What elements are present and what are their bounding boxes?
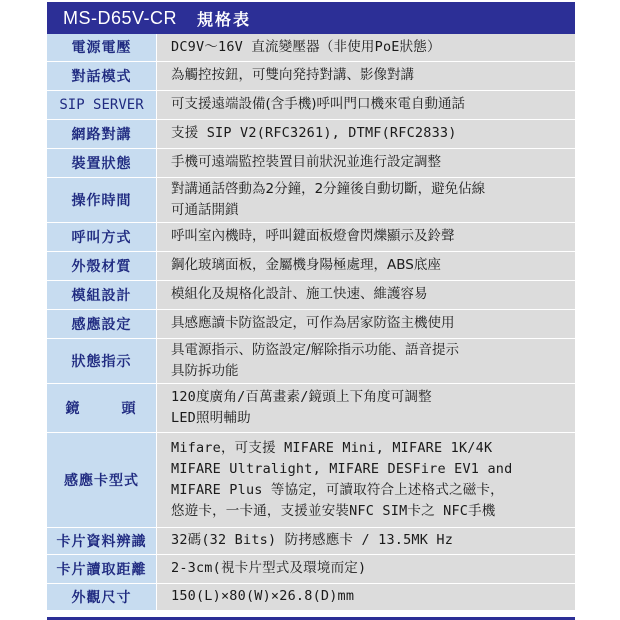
spec-value [157,554,576,583]
spec-table-body [47,34,575,610]
spec-label: 電源電壓 [47,34,157,61]
spec-row-lens [47,383,575,432]
spec-row-sensor-setting [47,309,575,338]
spec-row-call-method [47,222,575,251]
spec-value [157,527,576,554]
spec-row-module-design [47,280,575,309]
spec-row-talk-mode [47,61,575,90]
spec-value-line: LED照明輔助 [171,409,251,426]
spec-value [157,309,576,338]
spec-value-line: 鋼化玻璃面板，金屬機身陽極處理，ABS底座 [171,257,441,273]
spec-label: 外殼材質 [47,251,157,280]
spec-label: SIP SERVER [47,90,157,119]
spec-table [47,34,575,611]
spec-label: 對話模式 [47,61,157,90]
spec-value-line: 可通話開鎖 [171,201,239,218]
spec-value-line: 呼叫室內機時，呼叫鍵面板燈會閃爍顯示及鈴聲 [171,228,455,244]
spec-label: 感應卡型式 [47,432,157,527]
spec-row-card-data-recognition [47,527,575,554]
spec-heading: 規格表 [197,9,252,29]
spec-label: 卡片資料辨識 [47,527,157,554]
spec-value-line: 具防拆功能 [171,362,239,379]
spec-row-card-read-distance [47,554,575,583]
title-bar [47,2,575,34]
spec-value-line: 32碼(32 Bits) 防拷感應卡 / 13.5MK Hz [171,532,454,548]
spec-value-line: 支援 SIP V2(RFC3261), DTMF(RFC2833) [171,125,457,141]
spec-label: 模組設計 [47,280,157,309]
spec-row-device-status [47,148,575,177]
spec-value-line: Mifare，可支援 MIFARE Mini, MIFARE 1K/4K [171,439,493,456]
spec-value-line: 手機可遠端監控裝置目前狀況並進行設定調整 [171,154,441,170]
spec-value [157,383,576,432]
spec-value [157,432,576,527]
spec-label: 裝置狀態 [47,148,157,177]
spec-label: 感應設定 [47,309,157,338]
spec-row-card-type [47,432,575,527]
spec-value-line: DC9V～16V 直流變壓器（非使用PoE狀態） [171,38,441,55]
spec-value-line: 為觸控按鈕，可雙向発持對講、影像對講 [171,67,414,83]
spec-value [157,222,576,251]
spec-value-line: 可支援遠端設備(含手機)呼叫門口機來電自動通話 [171,96,466,112]
spec-row-operation-time [47,177,575,222]
spec-label: 鏡 頭 [47,383,157,432]
spec-value [157,61,576,90]
spec-value-line: 具電源指示、防盜設定/解除指示功能、語音提示 [171,341,460,358]
spec-value-line: 模組化及規格化設計、施工快速、維護容易 [171,286,428,302]
spec-value [157,148,576,177]
spec-value [157,280,576,309]
spec-label: 網路對講 [47,119,157,148]
spec-row-network-intercom [47,119,575,148]
spec-value [157,583,576,610]
spec-value-line: 對講通話啓動為2分鐘，2分鐘後自動切斷，避免佔線 [171,180,486,197]
spec-value [157,177,576,222]
model-name: MS-D65V-CR [63,7,178,28]
spec-value-line: 120度廣角/百萬畫素/鏡頭上下角度可調整 [171,388,432,405]
spec-value-line: 2-3cm(視卡片型式及環境而定) [171,560,367,576]
spec-value [157,338,576,383]
spec-label: 卡片讀取距離 [47,554,157,583]
spec-value [157,90,576,119]
spec-label: 呼叫方式 [47,222,157,251]
spec-value-line: MIFARE Ultralight, MIFARE DESFire EV1 and [171,460,513,477]
spec-value-line: MIFARE Plus 等協定，可讀取符合上述格式之磁卡， [171,481,504,498]
spec-row-housing-material [47,251,575,280]
spec-value [157,251,576,280]
spec-label: 外觀尺寸 [47,583,157,610]
spec-value-line: 具感應讀卡防盜設定，可作為居家防盜主機使用 [171,315,455,331]
spec-row-sip-server [47,90,575,119]
spec-value-line: 150(L)×80(W)×26.8(D)mm [171,588,355,604]
spec-label: 操作時間 [47,177,157,222]
spec-value-line: 悠遊卡，一卡通，支援並安裝NFC SIM卡之 NFC手機 [171,502,496,519]
spec-label: 狀態指示 [47,338,157,383]
spec-value [157,119,576,148]
spec-value [157,34,576,61]
spec-row-status-indicator [47,338,575,383]
spec-row-dimensions [47,583,575,610]
spec-row-power-voltage [47,34,575,61]
